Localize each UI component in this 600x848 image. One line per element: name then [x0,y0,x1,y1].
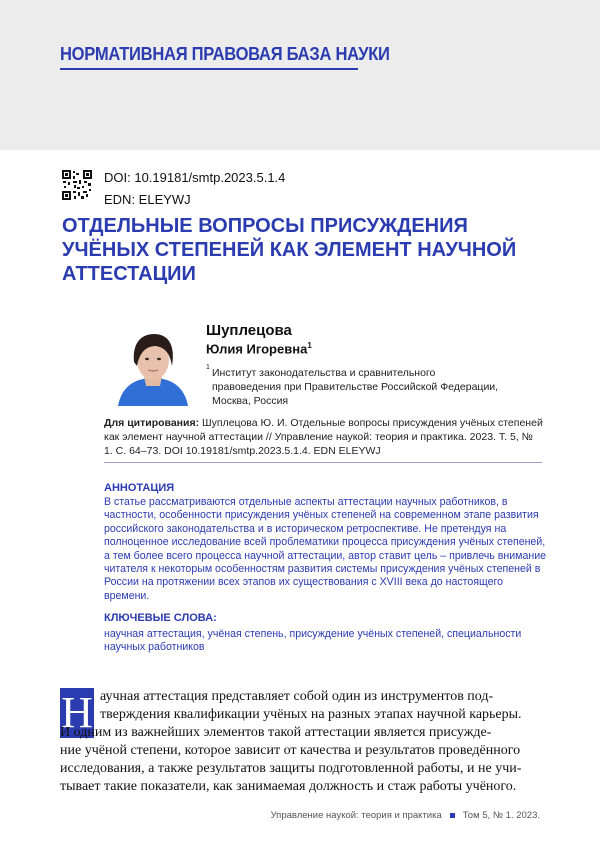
affiliation-sup: 1 [206,364,210,371]
author-first-names [206,341,312,356]
abstract-heading: АННОТАЦИЯ [104,482,175,494]
section-title: НОРМАТИВНАЯ ПРАВОВАЯ БАЗА НАУКИ [60,44,390,64]
author-last-name: Шуплецова [206,322,292,339]
body-line: исследования, а также результатов защиты подготовленной работы, и не учи- [60,761,522,776]
abstract-text: В статье рассматриваются отдельные аспекты аттестации научных работников, в частности, особенности присуждения учёных степеней на современном этапе развития российского законодательства и в историческом ретроспективе. Не претендуя на полноценное исследование всей проблематики процесса присуждения учёных степеней, а тем более всего процесса научной аттестации, автор ставит цель – привлечь внимание читателя к некоторым особенностям развития системы присуждения учёных степеней в России на протяжении всех этапов их существования с XVIII века до настоящего времени. [104,496,547,602]
page-footer [271,810,540,821]
dropcap-letter: Н [61,688,93,737]
edn: EDN: ELEYWJ [104,192,191,207]
qr-code-icon [62,170,92,200]
citation-label: Для цитирования: [104,417,200,429]
section-title-underline [60,68,358,70]
keywords-heading: КЛЮЧЕВЫЕ СЛОВА: [104,612,217,624]
citation-divider [104,462,542,463]
body-line: ние учёной степени, которое зависит от качества и результатов проведённого [60,743,521,758]
header-band [0,0,600,150]
doi[interactable]: DOI: 10.19181/smtp.2023.5.1.4 [104,170,286,185]
citation [104,416,544,458]
keywords-text: научная аттестация, учёная степень, присуждение учёных степеней, специальности научных работников [104,628,522,654]
body-line: тывает такие показатели, как занимаемая должность и стаж работы учёного. [60,779,517,794]
author-sup: 1 [307,341,312,350]
citation-text: Шуплецова Ю. И. Отдельные вопросы присуждения учёных степеней как элемент научной аттестации // Управление наукой: теория и практика. 2023. Т. 5, № 1. С. 64–73. DOI 10.19181/smtp.2023.5.1.4. EDN ELEYWJ [104,417,543,457]
affiliation: Институт законодательства и сравнительного правоведения при Правительстве Российской Федерации, Москва, Россия [212,367,499,407]
footer-issue: Том 5, № 1. 2023. [462,810,540,821]
footer-journal: Управление наукой: теория и практика [270,810,442,821]
article-title: ОТДЕЛЬНЫЕ ВОПРОСЫ ПРИСУЖДЕНИЯ УЧЁНЫХ СТЕПЕНЕЙ КАК ЭЛЕМЕНТ НАУЧНОЙ АТТЕСТАЦИИ [62,215,517,285]
body-line: И одним из важнейших элементов такой аттестации является присужде- [60,725,492,740]
author-photo [104,326,202,406]
body-paragraph [60,688,538,796]
body-line: тверждения квалификации учёных на разных этапах научной карьеры. [100,707,522,722]
author-first-names-text: Юлия Игоревна [206,341,308,357]
footer-separator-icon [450,813,455,818]
body-line: аучная аттестация представляет собой один из инструментов под- [100,689,494,704]
